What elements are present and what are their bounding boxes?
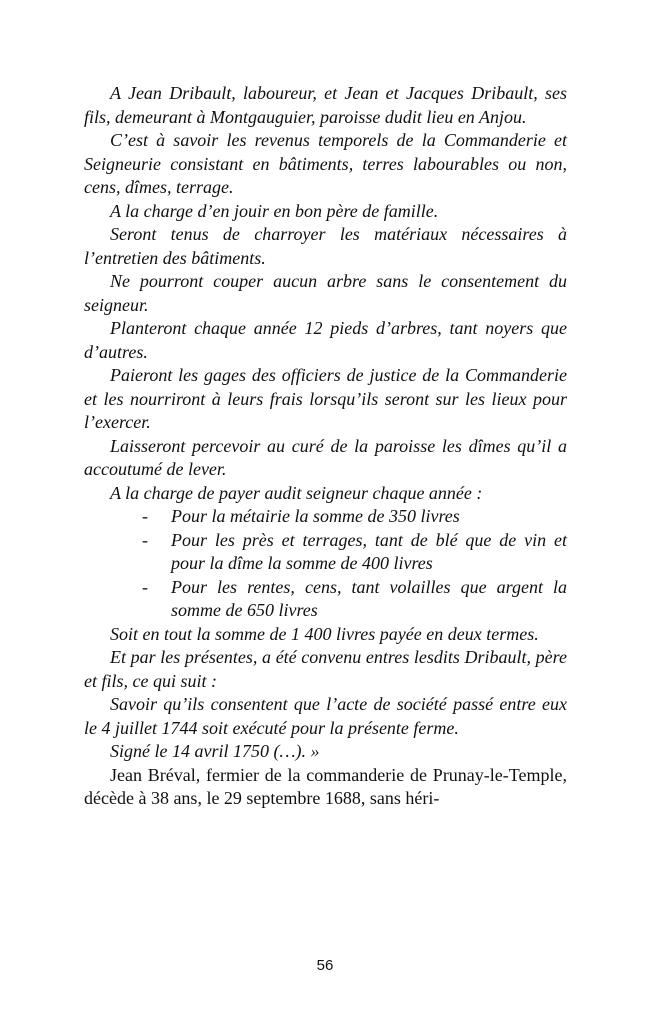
paragraph-payment: A la charge de payer audit seigneur chaque année : (110, 482, 483, 503)
list-marker: - (142, 576, 148, 597)
list-item-text: Pour la métairie la somme de 350 livres (171, 506, 460, 526)
list-item-text: Pour les rentes, cens, tant volailles que argent la somme de 650 livres (171, 576, 567, 620)
paragraph-trees: Ne pourront couper aucun arbre sans le consentement du seigneur. (84, 271, 567, 315)
paragraph-agreement: Et par les présentes, a été convenu entres lesdits Dribault, père et fils, ce qui suit : (84, 647, 567, 691)
paragraph-jean-breval: Jean Bréval, fermier de la commanderie de Prunay-le-Temple, décède à 38 ans, le 29 septembre 1688, sans héri- (84, 764, 567, 808)
list-item (84, 505, 567, 529)
paragraph-signed: Signé le 14 avril 1750 (…). » (110, 741, 320, 761)
paragraph-charge-enjoy: A la charge d’en jouir en bon père de famille. (110, 200, 439, 221)
list-marker: - (142, 529, 148, 550)
paragraph-total: Soit en tout la somme de 1 400 livres payée en deux termes. (110, 623, 539, 644)
page-number: 56 (316, 957, 334, 974)
paragraph-lessees: A Jean Dribault, laboureur, et Jean et Jacques Dribault, ses fils, demeurant à Montgauguier, paroisse dudit lieu en Anjou. (84, 83, 567, 127)
list-marker: - (142, 506, 148, 526)
paragraph-planting: Planteront chaque année 12 pieds d’arbres, tant noyers que d’autres. (84, 318, 567, 362)
paragraph-revenues: C’est à savoir les revenus temporels de la Commanderie et Seigneurie consistant en bâtiments, terres labourables ou non, cens, dîmes, terrage. (84, 130, 567, 197)
payment-list (84, 505, 567, 623)
paragraph-wages: Paieront les gages des officiers de justice de la Commanderie et les nourriront à leurs frais lorsqu’ils seront sur les lieux pour l’exercer. (84, 365, 567, 432)
paragraph-cartage: Seront tenus de charroyer les matériaux nécessaires à l’entretien des bâtiments. (84, 224, 567, 268)
paragraph-tithes: Laisseront percevoir au curé de la paroisse les dîmes qu’il a accoutumé de lever. (84, 435, 567, 479)
list-item (84, 576, 567, 623)
list-item-text: Pour les près et terrages, tant de blé que de vin et pour la dîme la somme de 400 livres (171, 529, 567, 573)
page-body (84, 82, 567, 811)
list-item (84, 529, 567, 576)
paragraph-society-act: Savoir qu’ils consentent que l’acte de société passé entre eux le 4 juillet 1744 soit exécuté pour la présente ferme. (84, 694, 567, 738)
